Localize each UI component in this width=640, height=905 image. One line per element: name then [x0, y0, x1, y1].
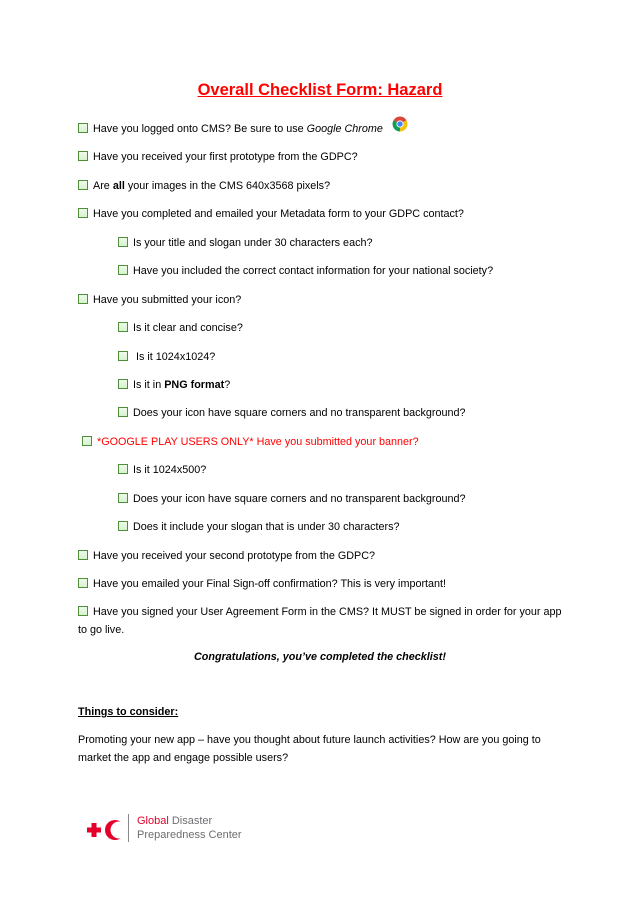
- item-emphasis: PNG format: [164, 378, 225, 391]
- checkbox: [78, 208, 88, 218]
- checklist-subitem-icon-clear: [78, 319, 628, 337]
- considerations-paragraph: [78, 731, 541, 767]
- item-text: Have you completed and emailed your Metadata form to your GDPC contact?: [93, 208, 464, 221]
- checklist-subitem-icon-format: [78, 376, 628, 394]
- logo-wordmark: [137, 815, 242, 842]
- page-title: Overall Checklist Form: Hazard: [197, 81, 443, 99]
- checkbox: [78, 550, 88, 560]
- checkbox: [78, 151, 88, 161]
- checklist-item-images: [78, 177, 628, 195]
- item-text: Have you logged onto CMS? Be sure to use: [93, 123, 307, 135]
- item-text: *GOOGLE PLAY USERS ONLY* Have you submitted your banner?: [97, 435, 419, 448]
- item-text: Have you submitted your icon?: [93, 293, 242, 306]
- item-text: Does your icon have square corners and no transparent background?: [133, 407, 466, 420]
- logo-line-2: Preparedness Center: [137, 828, 242, 841]
- checklist: [78, 120, 628, 650]
- item-emphasis: all: [112, 179, 125, 192]
- checkbox: [78, 578, 88, 588]
- checkbox: [118, 464, 128, 474]
- paragraph-line: market the app and engage possible users?: [78, 752, 289, 764]
- checklist-item-icon: [78, 291, 628, 309]
- item-text: ?: [224, 378, 231, 391]
- checkbox: [118, 322, 128, 332]
- item-text: Is it 1024x500?: [133, 464, 207, 477]
- chrome-icon: [392, 116, 408, 132]
- checkbox: [78, 606, 88, 616]
- item-text: Does it include your slogan that is under 30 characters?: [133, 521, 400, 534]
- checkbox: [118, 237, 128, 247]
- checklist-subitem-banner-corners: [78, 490, 628, 508]
- checkbox: [118, 493, 128, 503]
- logo-emblems: [86, 812, 126, 844]
- checklist-item-banner: [78, 433, 628, 451]
- logo-divider: [128, 814, 129, 842]
- logo-word-global: Global: [137, 815, 169, 827]
- checkbox: [78, 180, 88, 190]
- checklist-item-metadata: [78, 205, 628, 223]
- checklist-subitem-banner-size: [78, 461, 628, 479]
- checklist-subitem-title-slogan: [78, 234, 628, 252]
- checklist-item-second-prototype: [78, 547, 628, 565]
- checklist-subitem-icon-corners: [78, 404, 628, 422]
- red-cross-icon: [87, 823, 101, 837]
- checkbox: [118, 521, 128, 531]
- item-text: Have you received your first prototype from the GDPC?: [93, 151, 358, 164]
- item-text: Does your icon have square corners and no transparent background?: [133, 492, 466, 505]
- checkbox: [78, 123, 88, 133]
- checkbox: [118, 379, 128, 389]
- checklist-item-final-signoff: [78, 575, 628, 593]
- gdpc-logo: [86, 812, 266, 844]
- item-text: Is your title and slogan under 30 characters each?: [133, 236, 373, 249]
- paragraph-line: Promoting your new app – have you thought about future launch activities? How are you going to: [78, 734, 541, 746]
- considerations-heading: Things to consider:: [78, 706, 179, 718]
- item-text: Have you emailed your Final Sign-off confirmation? This is very important!: [93, 578, 447, 590]
- completion-message: Congratulations, you’ve completed the checklist!: [194, 651, 446, 663]
- checkbox: [82, 436, 92, 446]
- checklist-item-user-agreement: [78, 603, 628, 639]
- checklist-subitem-banner-slogan: [78, 518, 628, 536]
- checklist-item-cms-login: [78, 120, 628, 138]
- checkbox: [118, 265, 128, 275]
- item-text: Is it clear and concise?: [133, 322, 243, 335]
- checklist-subitem-icon-size: [78, 348, 628, 366]
- checkbox: [118, 351, 128, 361]
- checklist-subitem-contact-info: [78, 262, 628, 280]
- item-text: your images in the CMS 640x3568 pixels?: [124, 179, 331, 192]
- checklist-item-first-prototype: [78, 148, 628, 166]
- item-text: Is it 1024x1024?: [136, 350, 216, 363]
- item-text: Have you received your second prototype from the GDPC?: [93, 549, 376, 562]
- checkbox: [78, 294, 88, 304]
- logo-word-disaster: Disaster: [168, 815, 213, 827]
- checkbox: [118, 407, 128, 417]
- item-text: Are: [93, 179, 113, 192]
- item-text: Have you signed your User Agreement Form in the CMS? It MUST be signed in order for your app: [93, 606, 562, 619]
- red-crescent-icon: [105, 820, 125, 840]
- item-text: Is it in: [133, 378, 165, 391]
- item-emphasis: Google Chrome: [306, 123, 383, 135]
- item-text-continued: to go live.: [78, 624, 125, 637]
- item-text: Have you included the correct contact information for your national society?: [133, 265, 494, 278]
